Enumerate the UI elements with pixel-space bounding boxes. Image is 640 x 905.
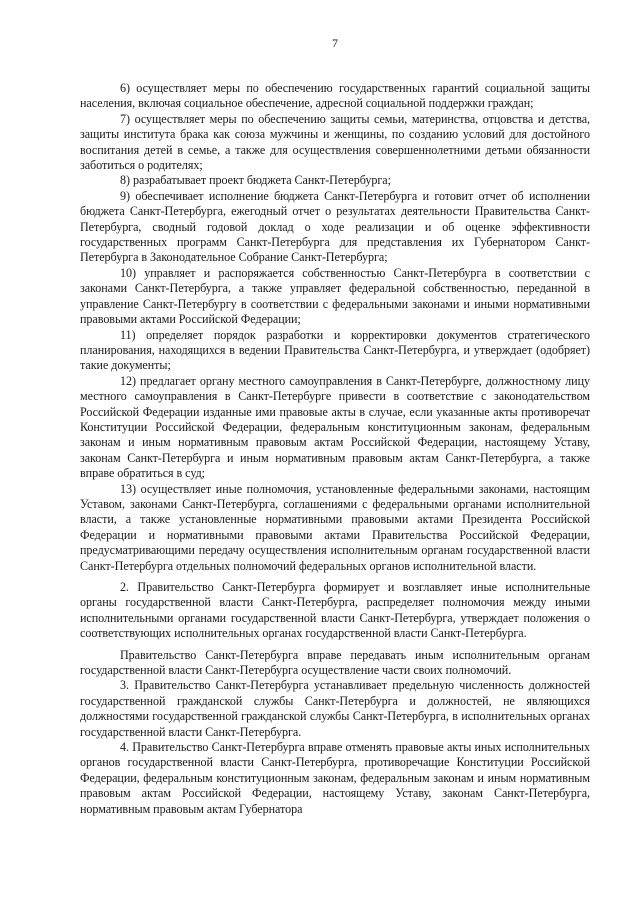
paragraph-item-10: 10) управляет и распоряжается собственностью Санкт-Петербурга в соответствии с законами Санкт-Петербурга, а также управляет федеральной собственностью, переданной в управление Санкт-Петербургу в соответствии с федеральными законами и иными нормативными правовыми актами Российской Федерации; (80, 265, 590, 327)
paragraph-section-3: 3. Правительство Санкт-Петербурга устанавливает предельную численность должностей государственной гражданской службы Санкт-Петербурга и должностей, не являющихся должностями государственной гражданской службы Санкт-Петербурга, в исполнительных органах государственной власти Санкт-Петербурга. (80, 678, 590, 739)
paragraph-item-6: 6) осуществляет меры по обеспечению государственных гарантий социальной защиты населения, включая социальное обеспечение, адресной социальной поддержки граждан; (80, 81, 590, 111)
paragraph-item-13: 13) осуществляет иные полномочия, установленные федеральными законами, настоящим Уставом, законами Санкт-Петербурга, соглашениями с федеральными органами исполнительной власти, а также установленные нормативными правовыми актами Президента Российской Федерации и нормативными правовыми актами Правительства Российской Федерации, предусматривающими передачу осуществления исполнительным органам государственной власти Санкт-Петербурга отдельных полномочий федеральных органов исполнительной власти. (80, 481, 590, 573)
paragraph-item-9: 9) обеспечивает исполнение бюджета Санкт-Петербурга и готовит отчет об исполнении бюджета Санкт-Петербурга, ежегодный отчет о результатах деятельности Правительства Санкт-Петербурга, сводный годовой доклад о ходе реализации и об оценке эффективности государственных программ Санкт-Петербурга для представления их Губернатором Санкт-Петербурга в Законодательное Собрание Санкт-Петербурга; (80, 188, 590, 265)
paragraph-item-12: 12) предлагает органу местного самоуправления в Санкт-Петербурге, должностному лицу местного самоуправления в Санкт-Петербурге привести в соответствие с законодательством Российской Федерации изданные ими правовые акты в случае, если указанные акты противоречат Конституции Российской Федерации, федеральным конституционным законам, федеральным законам и иным нормативным правовым актам Российской Федерации, настоящему Уставу, законам Санкт-Петербурга и иным нормативным правовым актам Санкт-Петербурга, а также вправе обратиться в суд; (80, 373, 590, 481)
paragraph-item-7: 7) осуществляет меры по обеспечению защиты семьи, материнства, отцовства и детства, защиты института брака как союза мужчины и женщины, по созданию условий для достойного воспитания детей в семье, а также для осуществления совершеннолетними детьми обязанности заботиться о родителях; (80, 111, 590, 173)
paragraph-section-2-delegation: Правительство Санкт-Петербурга вправе передавать иным исполнительным органам государственной власти Санкт-Петербурга осуществление части своих полномочий. (80, 647, 590, 678)
paragraph-item-11: 11) определяет порядок разработки и корректировки документов стратегического планирования, находящихся в ведении Правительства Санкт-Петербурга, и утверждает (одобряет) такие документы; (80, 327, 590, 373)
paragraph-item-8: 8) разрабатывает проект бюджета Санкт-Петербурга; (120, 173, 391, 188)
paragraph-section-2: 2. Правительство Санкт-Петербурга формирует и возглавляет иные исполнительные органы государственной власти Санкт-Петербурга, распределяет полномочия между иными исполнительными органами государственной власти Санкт-Петербурга, утверждает положения о соответствующих исполнительных органах государственной власти Санкт-Петербурга. (80, 580, 590, 641)
page-number: 7 (332, 36, 338, 50)
paragraph-section-4: 4. Правительство Санкт-Петербурга вправе отменять правовые акты иных исполнительных органов государственной власти Санкт-Петербурга, противоречащие Конституции Российской Федерации, федеральным конституционным законам, федеральным законам и иным нормативным правовым актам Российской Федерации, настоящему Уставу, законам Санкт-Петербурга, нормативным правовым актам Губернатора (80, 740, 590, 816)
